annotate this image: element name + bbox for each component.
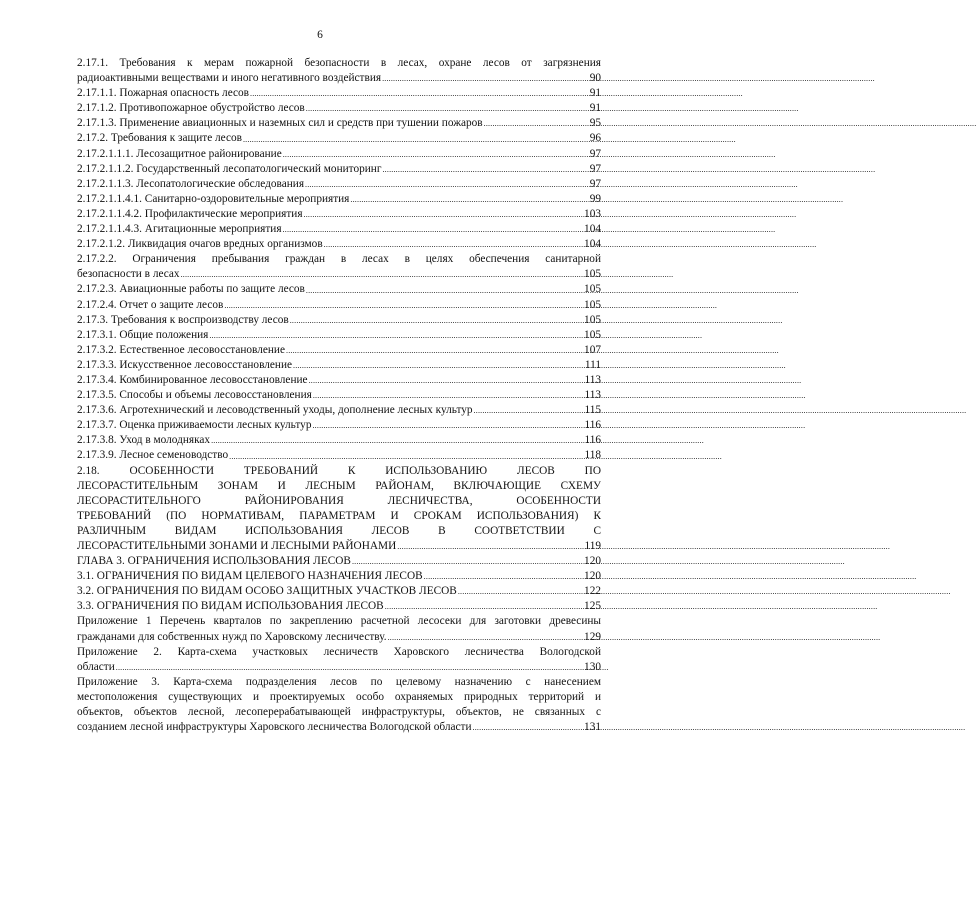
- toc-entry-last-line: [77, 282, 601, 297]
- toc-entry-title: 2.17.3.7. Оценка приживаемости лесных культур: [77, 419, 312, 432]
- toc-entry-page: 103: [584, 207, 601, 220]
- toc-entry-last-line: [77, 328, 601, 343]
- table-of-contents: [77, 56, 601, 735]
- toc-entry-title: 2.17.3.4. Комбинированное лесовосстановление: [77, 373, 308, 386]
- toc-entry-last-line: [77, 660, 601, 675]
- toc-entry-page: 113: [584, 389, 601, 402]
- toc-entry-page: 115: [584, 404, 601, 417]
- toc-entry-page: 125: [584, 600, 601, 613]
- toc-entry-title: ЛЕСОРАСТИТЕЛЬНЫМИ ЗОНАМИ И ЛЕСНЫМИ РАЙОНАМИ: [77, 540, 397, 552]
- toc-entry-page: 111: [584, 358, 601, 371]
- dot-leader: [484, 118, 589, 129]
- toc-entry[interactable]: [77, 448, 601, 463]
- dot-leader: [306, 103, 589, 114]
- toc-entry-page: 130: [584, 660, 601, 673]
- toc-entry-last-line: [77, 569, 601, 584]
- toc-entry-last-line: [77, 313, 601, 328]
- toc-entry-page: 116: [584, 434, 601, 447]
- dot-leader: [313, 390, 584, 401]
- toc-entry-last-line: [77, 71, 601, 86]
- toc-entry-last-line: [77, 630, 601, 645]
- toc-entry[interactable]: [77, 313, 601, 328]
- dot-leader: [388, 632, 583, 643]
- toc-entry-title: 2.17.3.6. Агротехнический и лесоводственный уходы, дополнение лесных культур: [77, 404, 473, 417]
- toc-entry[interactable]: [77, 86, 601, 101]
- dot-leader: [309, 375, 584, 386]
- dot-leader: [352, 556, 583, 567]
- toc-entry[interactable]: [77, 675, 601, 735]
- toc-entry-title: 2.17.3.2. Естественное лесовосстановление: [77, 343, 285, 356]
- toc-entry[interactable]: [77, 222, 601, 237]
- toc-entry-title: 2.17.2.4. Отчет о защите лесов: [77, 298, 224, 311]
- toc-entry-title: 2.17.2.1.1.2. Государственный лесопатологический мониторинг: [77, 162, 382, 175]
- toc-entry[interactable]: [77, 645, 601, 675]
- toc-entry-page: 97: [589, 147, 601, 160]
- dot-leader: [229, 451, 583, 462]
- toc-entry-title: 2.17.3.9. Лесное семеноводство: [77, 449, 229, 462]
- toc-entry-last-line: [77, 177, 601, 192]
- dot-leader: [473, 722, 584, 733]
- toc-entry-last-line: [77, 298, 601, 313]
- dot-leader: [424, 571, 583, 582]
- toc-entry-line: РАЗЛИЧНЫМ ВИДАМ ИСПОЛЬЗОВАНИЯ ЛЕСОВ В СООТВЕТСТВИИ С: [77, 524, 601, 537]
- toc-entry-title: 2.17.2.1.1.1. Лесозащитное районирование: [77, 147, 282, 160]
- toc-entry[interactable]: [77, 464, 601, 555]
- toc-entry-page: 105: [584, 268, 601, 281]
- dot-leader: [324, 239, 583, 250]
- dot-leader: [116, 662, 583, 673]
- toc-entry-title: 2.17.1.2. Противопожарное обустройство лесов: [77, 102, 305, 115]
- toc-entry-title: радиоактивными веществами и иного негативного воздействия: [77, 72, 382, 85]
- toc-entry-page: 104: [584, 223, 601, 236]
- toc-entry-last-line: [77, 162, 601, 177]
- dot-leader: [382, 164, 588, 175]
- toc-entry-line: Приложение 1 Перечень кварталов по закреплению расчетной лесосеки для заготовки древесины: [77, 615, 601, 628]
- toc-entry-last-line: [77, 192, 601, 207]
- dot-leader: [181, 269, 583, 280]
- dot-leader: [385, 601, 583, 612]
- toc-entry-last-line: [77, 86, 601, 101]
- toc-entry-title: 2.17.2.3. Авиационные работы по защите лесов: [77, 283, 305, 296]
- toc-entry-title: 2.17.3.8. Уход в молодняках: [77, 434, 211, 447]
- toc-entry[interactable]: [77, 101, 601, 116]
- toc-entry-page: 105: [584, 298, 601, 311]
- page-number: 6: [317, 29, 323, 41]
- toc-entry-page: 116: [584, 419, 601, 432]
- toc-entry[interactable]: [77, 298, 601, 313]
- toc-entry-page: 104: [584, 238, 601, 251]
- toc-entry-last-line: [77, 207, 601, 222]
- toc-entry-last-line: [77, 237, 601, 252]
- toc-entry[interactable]: [77, 418, 601, 433]
- toc-entry[interactable]: [77, 554, 601, 569]
- toc-entry-last-line: [77, 539, 601, 554]
- toc-entry-page: 105: [584, 328, 601, 341]
- toc-entry-title: 2.17.1.1. Пожарная опасность лесов: [77, 87, 249, 100]
- dot-leader: [397, 541, 583, 552]
- toc-entry-title: созданием лесной инфраструктуры Харовского лесничества Вологодской области: [77, 721, 472, 734]
- toc-entry-page: 105: [584, 313, 601, 326]
- toc-entry-line: 2.18. ОСОБЕННОСТИ ТРЕБОВАНИЙ К ИСПОЛЬЗОВАНИЮ ЛЕСОВ ПО: [77, 464, 601, 477]
- toc-entry[interactable]: [77, 237, 601, 252]
- toc-entry-title: 2.17.3.5. Способы и объемы лесовосстановления: [77, 389, 312, 402]
- toc-entry[interactable]: [77, 584, 601, 599]
- toc-entry-line: объектов, объектов лесной, лесоперерабатывающей инфраструктуры, объектов, не связанных с: [77, 706, 601, 719]
- dot-leader: [224, 300, 583, 311]
- toc-entry[interactable]: [77, 614, 601, 644]
- toc-entry-last-line: [77, 101, 601, 116]
- toc-entry-title: 2.17.1.3. Применение авиационных и наземных сил и средств при тушении пожаров: [77, 117, 483, 130]
- toc-entry[interactable]: [77, 388, 601, 403]
- toc-entry-page: 97: [589, 177, 601, 190]
- toc-entry-title: гражданами для собственных нужд по Харовскому лесничеству.: [77, 630, 387, 643]
- toc-entry-last-line: [77, 418, 601, 433]
- toc-entry-last-line: [77, 147, 601, 162]
- toc-entry-last-line: [77, 222, 601, 237]
- toc-entry[interactable]: [77, 177, 601, 192]
- toc-entry-title: 3.2. ОГРАНИЧЕНИЯ ПО ВИДАМ ОСОБО ЗАЩИТНЫХ УЧАСТКОВ ЛЕСОВ: [77, 585, 457, 598]
- toc-entry-title: 2.17.2.1.1.4.3. Агитационные мероприятия: [77, 223, 282, 236]
- toc-entry-page: 95: [589, 117, 601, 130]
- toc-entry-last-line: [77, 448, 601, 463]
- toc-entry-last-line: [77, 358, 601, 373]
- toc-entry-page: 107: [584, 343, 601, 356]
- toc-entry-title: 2.17.3.3. Искусственное лесовосстановление: [77, 358, 293, 371]
- dot-leader: [250, 88, 589, 99]
- dot-leader: [243, 134, 589, 145]
- toc-entry-page: 99: [589, 192, 601, 205]
- toc-entry-title: 2.17.3. Требования к воспроизводству лесов: [77, 313, 289, 326]
- toc-entry-page: 105: [584, 283, 601, 296]
- toc-entry-last-line: [77, 267, 601, 282]
- toc-entry-title: ГЛАВА 3. ОГРАНИЧЕНИЯ ИСПОЛЬЗОВАНИЯ ЛЕСОВ: [77, 555, 351, 568]
- toc-entry-last-line: [77, 584, 601, 599]
- toc-entry-line: Приложение 2. Карта-схема участковых лесничеств Харовского лесничества Вологодской: [77, 645, 601, 658]
- toc-entry[interactable]: [77, 358, 601, 373]
- dot-leader: [293, 360, 584, 371]
- toc-entry-title: 2.17.2.1.2. Ликвидация очагов вредных организмов: [77, 238, 323, 251]
- toc-entry-page: 97: [589, 162, 601, 175]
- toc-entry[interactable]: [77, 599, 601, 614]
- dot-leader: [306, 285, 583, 296]
- toc-entry-last-line: [77, 554, 601, 569]
- toc-entry-title: 2.17.2.1.1.3. Лесопатологические обследования: [77, 177, 305, 190]
- toc-entry-last-line: [77, 720, 601, 735]
- toc-entry[interactable]: [77, 162, 601, 177]
- toc-entry-page: 118: [584, 449, 601, 462]
- toc-entry-page: 131: [584, 721, 601, 734]
- toc-entry-line: ЛЕСОРАСТИТЕЛЬНЫМ ЗОНАМ И ЛЕСНЫМ РАЙОНАМ, ВКЛЮЧАЮЩИЕ СХЕМУ: [77, 479, 601, 492]
- toc-entry-line: ЛЕСОРАСТИТЕЛЬНОГО РАЙОНИРОВАНИЯ ЛЕСНИЧЕСТВА, ОСОБЕННОСТИ: [77, 494, 601, 507]
- toc-entry[interactable]: [77, 192, 601, 207]
- dot-leader: [350, 194, 588, 205]
- toc-entry-title: 2.17.2.1.1.4.1. Санитарно-оздоровительные мероприятия: [77, 192, 350, 205]
- dot-leader: [474, 405, 584, 416]
- toc-entry-title: 3.3. ОГРАНИЧЕНИЯ ПО ВИДАМ ИСПОЛЬЗОВАНИЯ ЛЕСОВ: [77, 600, 384, 613]
- toc-entry-line: местоположения существующих и проектируемых особо охраняемых природных территорий и: [77, 690, 601, 703]
- toc-entry[interactable]: [77, 252, 601, 282]
- toc-entry-last-line: [77, 433, 601, 448]
- toc-entry-page: 119: [584, 540, 601, 552]
- toc-entry[interactable]: [77, 56, 601, 86]
- toc-entry[interactable]: [77, 131, 601, 146]
- dot-leader: [286, 345, 583, 356]
- toc-entry[interactable]: [77, 343, 601, 358]
- dot-leader: [283, 149, 589, 160]
- dot-leader: [458, 586, 583, 597]
- toc-entry-line: 2.17.2.2. Ограничения пребывания граждан в лесах в целях обеспечения санитарной: [77, 253, 601, 266]
- toc-entry-page: 113: [584, 373, 601, 386]
- toc-entry[interactable]: [77, 207, 601, 222]
- toc-entry[interactable]: [77, 569, 601, 584]
- toc-entry-title: 2.17.2. Требования к защите лесов: [77, 132, 242, 145]
- dot-leader: [211, 435, 583, 446]
- toc-entry-page: 122: [584, 585, 601, 598]
- toc-entry-page: 120: [584, 555, 601, 568]
- toc-entry-last-line: [77, 343, 601, 358]
- toc-entry-title: 2.17.3.1. Общие положения: [77, 328, 209, 341]
- toc-entry[interactable]: [77, 282, 601, 297]
- toc-entry-title: 3.1. ОГРАНИЧЕНИЯ ПО ВИДАМ ЦЕЛЕВОГО НАЗНАЧЕНИЯ ЛЕСОВ: [77, 570, 423, 583]
- toc-entry[interactable]: [77, 403, 601, 418]
- toc-entry[interactable]: [77, 433, 601, 448]
- toc-entry-line: 2.17.1. Требования к мерам пожарной безопасности в лесах, охране лесов от загрязнения: [77, 57, 601, 69]
- toc-entry-page: 90: [589, 72, 601, 85]
- toc-entry-title: безопасности в лесах: [77, 268, 180, 281]
- toc-entry-line: ТРЕБОВАНИЙ (ПО НОРМАТИВАМ, ПАРАМЕТРАМ И СРОКАМ ИСПОЛЬЗОВАНИЯ) К: [77, 509, 601, 522]
- dot-leader: [382, 73, 589, 84]
- toc-entry-last-line: [77, 403, 601, 418]
- dot-leader: [209, 330, 583, 341]
- toc-entry-page: 91: [589, 87, 601, 100]
- toc-entry[interactable]: [77, 328, 601, 343]
- toc-entry[interactable]: [77, 373, 601, 388]
- toc-entry-last-line: [77, 131, 601, 146]
- toc-entry-page: 120: [584, 570, 601, 583]
- toc-entry-last-line: [77, 373, 601, 388]
- toc-entry-last-line: [77, 599, 601, 614]
- toc-entry-page: 129: [584, 630, 601, 643]
- dot-leader: [312, 420, 583, 431]
- toc-entry-last-line: [77, 388, 601, 403]
- toc-entry-last-line: [77, 116, 601, 131]
- toc-entry[interactable]: [77, 147, 601, 162]
- dot-leader: [283, 224, 584, 235]
- toc-entry-line: Приложение 3. Карта-схема подразделения лесов по целевому назначению с нанесением: [77, 675, 601, 688]
- dot-leader: [304, 209, 584, 220]
- toc-entry-page: 91: [589, 102, 601, 115]
- toc-entry-title: области: [77, 660, 115, 673]
- toc-entry-title: 2.17.2.1.1.4.2. Профилактические мероприятия: [77, 207, 303, 220]
- dot-leader: [290, 315, 583, 326]
- dot-leader: [305, 179, 589, 190]
- toc-entry[interactable]: [77, 116, 601, 131]
- toc-entry-page: 96: [589, 132, 601, 145]
